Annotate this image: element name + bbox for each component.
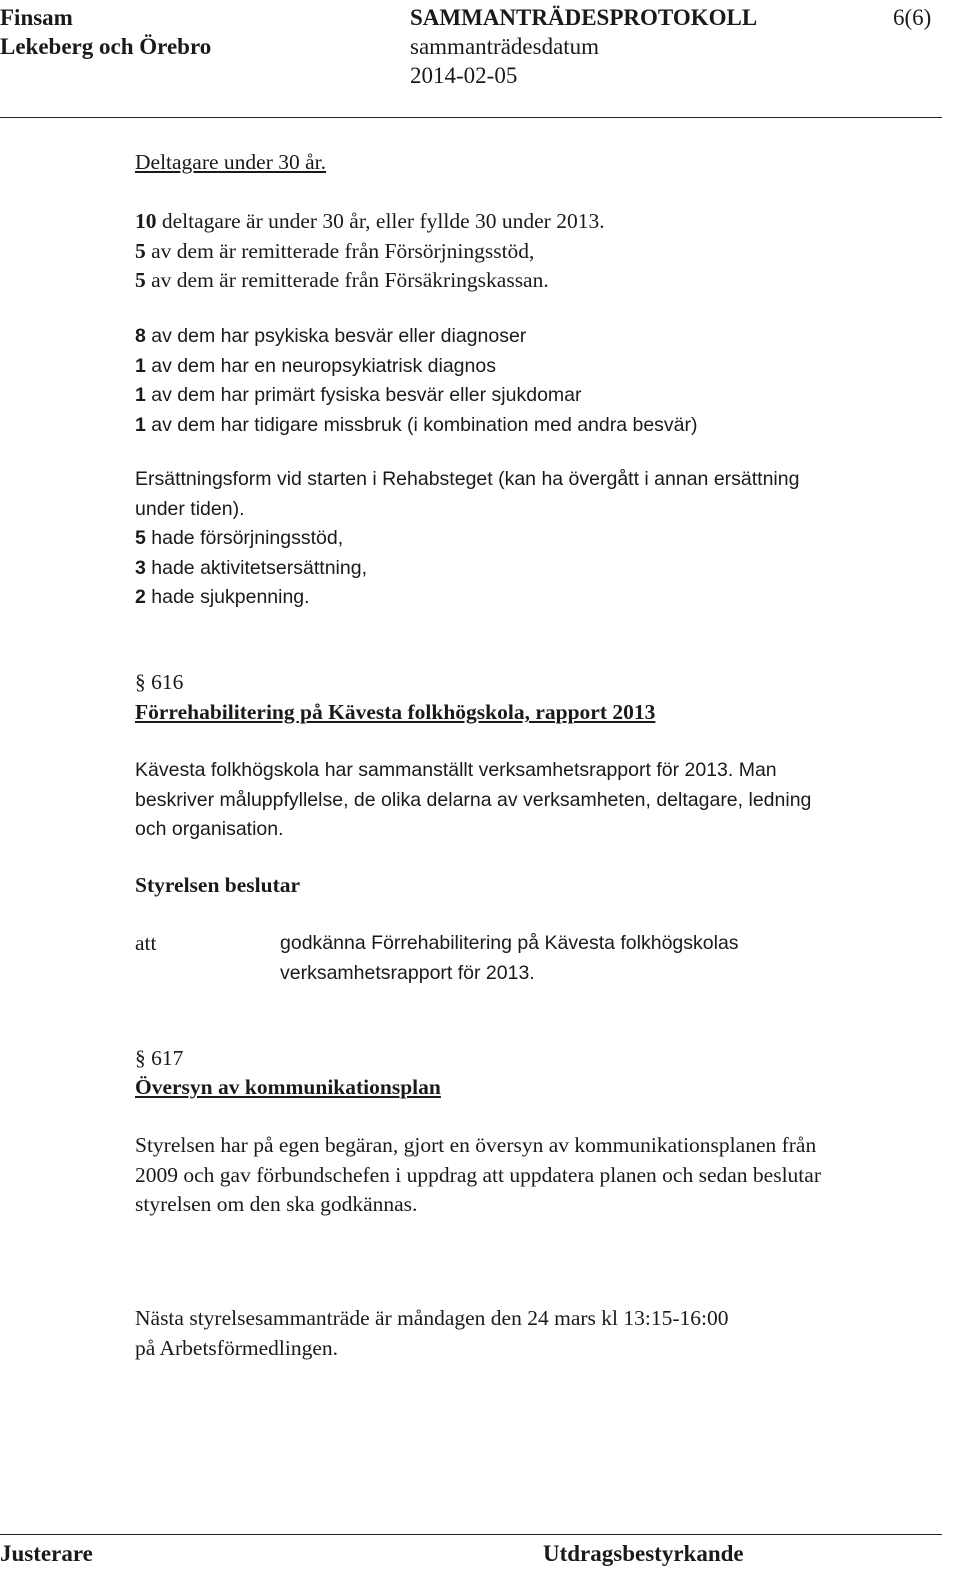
list-item: 5 av dem är remitterade från Försörjningsstöd,: [135, 238, 535, 263]
list-item: 10 deltagare är under 30 år, eller fyllde 30 under 2013.: [135, 209, 605, 233]
meeting-date: 2014-02-05: [410, 63, 518, 88]
list-item: 1 av dem har primärt fysiska besvär eller sjukdomar: [135, 384, 582, 406]
decision-heading: Styrelsen beslutar: [135, 873, 301, 897]
section-617-title: Översyn av kommunikationsplan: [135, 1075, 441, 1099]
page-number: 6(6): [893, 5, 932, 30]
section-617-body: Styrelsen har på egen begäran, gjort en översyn av kommunikationsplanen från 2009 och gav förbundschefen i uppdrag att uppdatera planen och sedan beslutar styrelsen om den ska godkännas.: [135, 1133, 821, 1216]
list-item: 3 hade aktivitetsersättning,: [135, 556, 367, 579]
compensation-intro-line: under tiden).: [135, 497, 245, 520]
section-616-body: Kävesta folkhögskola har sammanställt verksamhetsrapport för 2013. Man beskriver måluppfyllelse, de olika delarna av verksamheten, deltagare, ledning och organisation.: [135, 759, 812, 840]
section-symbol-icon: §: [135, 1046, 146, 1070]
list-item: 5 av dem är remitterade från Försäkringskassan.: [135, 268, 549, 292]
section-symbol-icon: §: [135, 670, 146, 694]
list-item: 2 hade sjukpenning.: [135, 586, 310, 608]
list-item: 5 hade försörjningsstöd,: [135, 527, 344, 549]
compensation-paragraph: [135, 465, 799, 613]
section-616-title: Förrehabilitering på Kävesta folkhögskola, rapport 2013: [135, 700, 656, 724]
org-subtitle: Lekeberg och Örebro: [0, 34, 212, 59]
footer-adjuster-label: Justerare: [0, 1541, 93, 1566]
footer-certification-label: Utdragsbestyrkande: [543, 1541, 744, 1566]
section-616-number: § 616: [135, 670, 184, 694]
decision-text: godkänna Förrehabilitering på Kävesta folkhögskolas verksamhetsrapport för 2013.: [280, 932, 739, 984]
meeting-date-label: sammanträdesdatum: [410, 34, 600, 59]
next-meeting-note: Nästa styrelsesammanträde är måndagen den 24 mars kl 13:15-16:00 på Arbetsförmedlingen.: [135, 1306, 729, 1360]
participants-heading: [135, 148, 326, 178]
participants-heading-text: Deltagare under 30 år.: [135, 150, 327, 174]
list-item: 1 av dem har en neuropsykiatrisk diagnos: [135, 354, 496, 377]
compensation-intro-line: Ersättningsform vid starten i Rehabsteget (kan ha övergått i annan ersättning: [135, 468, 800, 490]
participants-diagnosis-list: [135, 322, 698, 440]
org-name: Finsam: [0, 5, 73, 30]
section-617-number: § 617: [135, 1046, 184, 1070]
header-divider: [0, 117, 942, 118]
document-type: SAMMANTRÄDESPROTOKOLL: [410, 5, 758, 30]
list-item: 8 av dem har psykiska besvär eller diagnoser: [135, 325, 527, 347]
decision-att: att: [135, 931, 157, 955]
participants-referral-list: [135, 207, 605, 296]
list-item: 1 av dem har tidigare missbruk (i kombination med andra besvär): [135, 413, 698, 436]
footer-divider: [0, 1534, 942, 1535]
